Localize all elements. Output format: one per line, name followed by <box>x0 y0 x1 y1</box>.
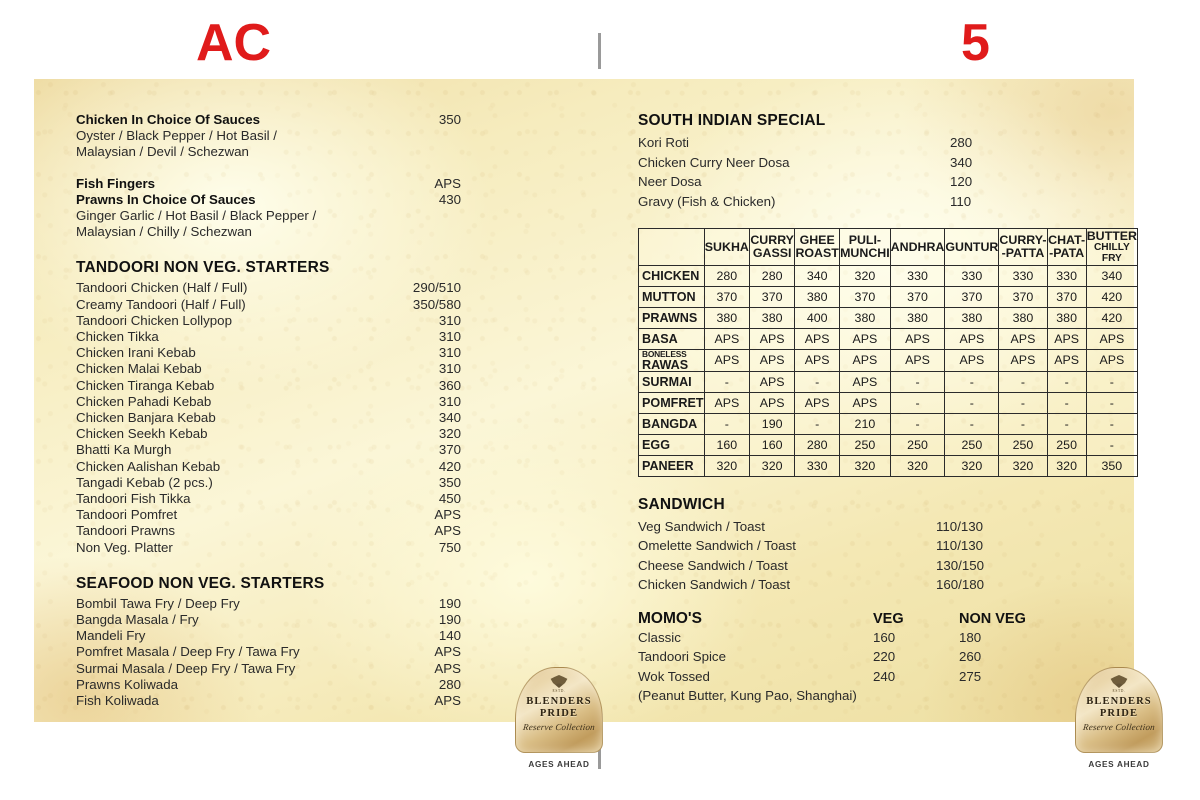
menu-item <box>76 297 461 313</box>
item-price: 750 <box>438 539 461 555</box>
price-table-cell: 370 <box>999 287 1047 308</box>
item-name: Chicken Curry Neer Dosa <box>638 154 790 170</box>
price-table-cell: APS <box>704 329 750 350</box>
item-name: Veg Sandwich / Toast <box>638 518 765 534</box>
item-price: 350/580 <box>412 296 461 312</box>
price-table-cell: APS <box>890 329 945 350</box>
section-title-seafood: SEAFOOD NON VEG. STARTERS <box>76 574 325 592</box>
item-price: 350 <box>438 474 461 490</box>
price-table-cell: 320 <box>840 266 891 287</box>
price-table-cell: - <box>1086 413 1137 434</box>
price-table-cell: 320 <box>1047 455 1086 476</box>
price-table-row <box>639 266 1138 287</box>
price-table-cell: APS <box>1086 329 1137 350</box>
item-price: APS <box>434 507 461 523</box>
item-name: Chicken Tiranga Kebab <box>76 377 215 393</box>
menu-item <box>638 647 1148 667</box>
menu-paper <box>34 79 1156 769</box>
price-table-cell: 280 <box>704 266 750 287</box>
menu-item <box>638 517 1148 537</box>
menu-item <box>76 410 461 426</box>
price-table-cell: APS <box>840 329 891 350</box>
item-price: 310 <box>438 345 461 361</box>
price-table-cell: - <box>945 371 999 392</box>
price-table-row-label: BANGDA <box>639 413 705 434</box>
crop-mark-top <box>598 33 601 69</box>
item-price: 110 <box>950 193 972 209</box>
menu-item <box>638 133 1148 153</box>
price-table-cell: APS <box>999 329 1047 350</box>
price-table-row-label: MUTTON <box>639 287 705 308</box>
price-table-cell: APS <box>945 350 999 372</box>
price-table-cell: - <box>1047 392 1086 413</box>
item-price: APS <box>434 175 461 191</box>
brand-name-line1: BLENDERS <box>526 696 592 707</box>
menu-item <box>76 329 461 345</box>
price-table-column-header: BUTTER CHILLY FRY <box>1086 228 1137 265</box>
item-price: 280 <box>438 676 461 692</box>
price-table-column-header: GHEE ROAST <box>795 229 840 266</box>
price-table-row <box>639 455 1138 476</box>
price-table-cell: APS <box>750 329 795 350</box>
price-table-row <box>639 371 1138 392</box>
momos-nonveg-header: NON VEG <box>959 610 1026 627</box>
price-table-cell: APS <box>750 350 795 372</box>
brand-name-line2: PRIDE <box>1099 708 1139 719</box>
item-price: 160/180 <box>936 577 985 593</box>
price-table-corner-cell <box>639 229 705 266</box>
menu-item <box>76 661 461 677</box>
menu-item <box>76 442 461 458</box>
item-name: Chicken Aalishan Kebab <box>76 458 221 474</box>
price-table-column-header: SUKHA <box>704 229 750 266</box>
price-table-row <box>639 287 1138 308</box>
brand-script: Reserve Collection <box>522 722 596 732</box>
price-table-column-header: ANDHRA <box>890 229 945 266</box>
item-name: Tandoori Prawns <box>76 523 176 539</box>
menu-item <box>76 361 461 377</box>
crest-icon <box>1109 675 1129 688</box>
menu-item <box>638 575 1148 595</box>
price-table-cell: - <box>1086 371 1137 392</box>
price-table-cell: - <box>1086 434 1137 455</box>
price-table-row-label: POMFRET <box>639 392 705 413</box>
price-table-header-row <box>639 229 1138 266</box>
price-table-cell: APS <box>795 392 840 413</box>
price-table-cell: - <box>1047 413 1086 434</box>
menu-item <box>76 644 461 660</box>
price-table-cell: 340 <box>1086 266 1137 287</box>
item-name: Chicken Banjara Kebab <box>76 410 216 426</box>
item-name: Fish Fingers <box>76 175 156 191</box>
momos-header <box>638 610 1148 628</box>
price-table-cell: 370 <box>945 287 999 308</box>
page-number: 5 <box>961 14 990 72</box>
price-table-cell: 330 <box>890 266 945 287</box>
price-table-cell: APS <box>1086 350 1137 372</box>
price-table-cell: 380 <box>945 308 999 329</box>
price-table-cell: 280 <box>795 434 840 455</box>
price-table-cell: 320 <box>945 455 999 476</box>
price-table-cell: 380 <box>999 308 1047 329</box>
price-table-cell: 420 <box>1086 308 1137 329</box>
menu-item <box>76 378 461 394</box>
price-table-column-header: GUNTUR <box>945 229 999 266</box>
item-price: APS <box>434 523 461 539</box>
item-price-veg: 240 <box>873 668 896 684</box>
item-price: 340 <box>950 154 973 170</box>
price-table-cell: 370 <box>1047 287 1086 308</box>
price-table-cell: 400 <box>795 308 840 329</box>
price-table-cell: 330 <box>945 266 999 287</box>
price-table-cell: 250 <box>945 434 999 455</box>
item-price: 340 <box>438 410 461 426</box>
item-price: 190 <box>438 612 461 628</box>
menu-item <box>76 280 461 296</box>
price-table-row-label: SURMAI <box>639 371 705 392</box>
item-name: Tandoori Chicken (Half / Full) <box>76 280 248 296</box>
price-table-row <box>639 434 1138 455</box>
price-table-cell: APS <box>750 392 795 413</box>
price-table-cell: 330 <box>795 455 840 476</box>
item-name: Tandoori Fish Tikka <box>76 491 191 507</box>
brand-name-line2: PRIDE <box>539 708 579 719</box>
price-table-cell: 210 <box>840 413 891 434</box>
menu-item <box>76 612 461 628</box>
item-name: Chicken Sandwich / Toast <box>638 577 791 593</box>
item-description: Oyster / Black Pepper / Hot Basil / <box>76 128 278 144</box>
menu-item <box>638 556 1148 576</box>
price-table-row-label: CHICKEN <box>639 266 705 287</box>
price-table-cell: 340 <box>795 266 840 287</box>
menu-item <box>76 491 461 507</box>
item-price: 280 <box>950 135 973 150</box>
item-name: Cheese Sandwich / Toast <box>638 557 788 573</box>
item-name: Tangadi Kebab (2 pcs.) <box>76 474 213 490</box>
menu-item <box>638 153 1148 173</box>
preparation-price-table <box>638 228 1138 477</box>
price-table-body <box>639 266 1138 477</box>
item-name: Prawns In Choice Of Sauces <box>76 191 256 207</box>
item-price: 370 <box>438 442 461 458</box>
menu-item <box>76 596 461 612</box>
menu-item <box>638 628 1148 648</box>
price-table-cell: APS <box>999 350 1047 372</box>
price-table-cell: 160 <box>704 434 750 455</box>
menu-item <box>76 192 461 208</box>
item-price: 320 <box>438 426 461 442</box>
left-page-column <box>76 112 461 709</box>
item-name: Pomfret Masala / Deep Fry / Tawa Fry <box>76 644 300 660</box>
ac-label: AC <box>196 14 272 72</box>
menu-item <box>76 628 461 644</box>
price-table-row <box>639 413 1138 434</box>
price-table-cell: - <box>704 413 750 434</box>
item-price: APS <box>434 644 461 660</box>
price-table-cell: - <box>999 392 1047 413</box>
price-table-cell: 250 <box>840 434 891 455</box>
price-table-cell: APS <box>840 371 891 392</box>
item-price: 450 <box>438 491 461 507</box>
item-price-nonveg: 180 <box>959 629 982 645</box>
price-table-cell: 320 <box>890 455 945 476</box>
price-table-cell: 370 <box>890 287 945 308</box>
seafood-item-list <box>76 596 461 709</box>
menu-item <box>638 536 1148 556</box>
price-table-cell: - <box>1047 371 1086 392</box>
price-table-row <box>639 350 1138 372</box>
price-table-cell: 280 <box>750 266 795 287</box>
item-price: 360 <box>438 377 461 393</box>
brand-logo-left <box>511 667 607 769</box>
item-name: Chicken Pahadi Kebab <box>76 393 212 409</box>
item-name: Kori Roti <box>638 135 689 150</box>
price-table-cell: 380 <box>704 308 750 329</box>
price-table-cell: APS <box>840 350 891 372</box>
price-table-cell: - <box>704 371 750 392</box>
price-table-row-label: BONELESS RAWAS <box>639 350 705 372</box>
price-table-cell: 250 <box>999 434 1047 455</box>
price-table-cell: APS <box>704 392 750 413</box>
price-table-row <box>639 329 1138 350</box>
item-price: 310 <box>438 393 461 409</box>
brand-name-line1: BLENDERS <box>1086 696 1152 707</box>
sandwich-item-list <box>638 517 1148 595</box>
price-table-cell: - <box>890 413 945 434</box>
brand-tagline: AGES AHEAD <box>1088 760 1150 769</box>
price-table-cell: APS <box>704 350 750 372</box>
price-table-cell: 380 <box>840 308 891 329</box>
price-table-cell: 380 <box>1047 308 1086 329</box>
item-price: 290/510 <box>412 280 461 296</box>
brand-estd: ESTD. <box>552 689 566 693</box>
item-name: Non Veg. Platter <box>76 539 173 555</box>
item-name: Chicken Seekh Kebab <box>76 426 208 442</box>
menu-item <box>76 313 461 329</box>
price-table-row-label: PRAWNS <box>639 308 705 329</box>
price-table-cell: 320 <box>840 455 891 476</box>
price-table-cell: 380 <box>890 308 945 329</box>
item-name: Bhatti Ka Murgh <box>76 442 172 458</box>
menu-item <box>76 677 461 693</box>
price-table-cell: - <box>890 371 945 392</box>
item-name: Tandoori Spice <box>638 649 726 665</box>
section-title-momos: MOMO'S <box>638 609 702 627</box>
menu-item <box>76 176 461 192</box>
price-table-cell: - <box>945 413 999 434</box>
item-price: 430 <box>438 191 461 207</box>
price-table-row <box>639 308 1138 329</box>
price-table-cell: - <box>795 413 840 434</box>
menu-item <box>76 693 461 709</box>
menu-item <box>76 112 461 128</box>
item-price: 310 <box>438 361 461 377</box>
price-table-cell: - <box>999 413 1047 434</box>
item-name: Chicken Tikka <box>76 329 159 345</box>
price-table-column-header: CURRY- -PATTA <box>999 229 1047 266</box>
price-table-cell: 160 <box>750 434 795 455</box>
price-table-cell: 380 <box>795 287 840 308</box>
item-price: 310 <box>438 329 461 345</box>
item-name: Prawns Koliwada <box>76 676 178 692</box>
item-price-veg: 220 <box>873 649 896 665</box>
item-price: APS <box>434 693 461 709</box>
price-table-cell: - <box>999 371 1047 392</box>
price-table-row <box>639 392 1138 413</box>
price-table-cell: 320 <box>999 455 1047 476</box>
crest-icon <box>549 675 569 688</box>
menu-item <box>76 475 461 491</box>
menu-item <box>76 459 461 475</box>
price-table-column-header: PULI- MUNCHI <box>840 229 891 266</box>
price-table-row-label: PANEER <box>639 455 705 476</box>
item-price: 310 <box>438 312 461 328</box>
menu-item <box>76 394 461 410</box>
item-price-veg: 160 <box>873 629 896 645</box>
item-price: 140 <box>438 628 461 644</box>
price-table-cell: 250 <box>890 434 945 455</box>
price-table-cell: 320 <box>704 455 750 476</box>
menu-item <box>76 540 461 556</box>
item-name: Surmai Masala / Deep Fry / Tawa Fry <box>76 660 296 676</box>
item-price: 120 <box>950 174 973 189</box>
price-table-cell: APS <box>945 329 999 350</box>
price-table-wrapper <box>638 228 1148 477</box>
item-name: Bangda Masala / Fry <box>76 612 199 628</box>
price-table-cell: 330 <box>999 266 1047 287</box>
item-name: Bombil Tawa Fry / Deep Fry <box>76 595 240 611</box>
section-title-tandoori: TANDOORI NON VEG. STARTERS <box>76 259 330 277</box>
item-name: Tandoori Chicken Lollypop <box>76 312 232 328</box>
item-name: Classic <box>638 629 681 645</box>
section-title-sandwich: SANDWICH <box>638 495 725 513</box>
price-table-row-label: EGG <box>639 434 705 455</box>
price-table-cell: APS <box>795 350 840 372</box>
menu-item <box>638 192 1148 212</box>
tandoori-item-list <box>76 280 461 555</box>
price-table-cell: APS <box>750 371 795 392</box>
item-price: 110/130 <box>936 518 984 534</box>
item-name: Neer Dosa <box>638 174 702 189</box>
price-table-cell: 370 <box>704 287 750 308</box>
item-price-nonveg: 275 <box>959 668 982 684</box>
item-price-nonveg: 260 <box>959 649 982 665</box>
item-name: Chicken Irani Kebab <box>76 345 196 361</box>
menu-item <box>76 523 461 539</box>
south-indian-item-list <box>638 133 1148 211</box>
item-description: Malaysian / Chilly / Schezwan <box>76 224 252 240</box>
price-table-cell: 380 <box>750 308 795 329</box>
price-table-cell: - <box>945 392 999 413</box>
item-price: 130/150 <box>936 557 985 573</box>
brand-shield-icon <box>515 667 603 753</box>
brand-tagline: AGES AHEAD <box>528 760 590 769</box>
item-price: 350 <box>438 112 461 127</box>
brand-logo-right <box>1071 667 1167 769</box>
price-table-row-label: BASA <box>639 329 705 350</box>
section-title-south-indian: SOUTH INDIAN SPECIAL <box>638 112 826 129</box>
item-name: Fish Koliwada <box>76 693 159 709</box>
brand-script: Reserve Collection <box>1082 722 1156 732</box>
price-table-cell: APS <box>890 350 945 372</box>
menu-item <box>76 426 461 442</box>
menu-item <box>638 172 1148 192</box>
price-table-column-header: CHAT- -PATA <box>1047 229 1086 266</box>
price-table-cell: 420 <box>1086 287 1137 308</box>
item-price: 190 <box>438 595 461 611</box>
item-name: Tandoori Pomfret <box>76 507 178 523</box>
menu-item <box>76 345 461 361</box>
item-name: Omelette Sandwich / Toast <box>638 538 796 554</box>
item-price: 420 <box>438 458 461 474</box>
item-description: Malaysian / Devil / Schezwan <box>76 144 249 160</box>
item-name: Mandeli Fry <box>76 628 146 644</box>
item-name: Chicken Malai Kebab <box>76 361 202 377</box>
item-name: Chicken In Choice Of Sauces <box>76 112 260 127</box>
price-table-cell: APS <box>840 392 891 413</box>
momos-veg-header: VEG <box>873 610 904 627</box>
price-table-column-header: CURRY GASSI <box>750 229 795 266</box>
price-table-cell: APS <box>795 329 840 350</box>
price-table-cell: - <box>890 392 945 413</box>
price-table-cell: APS <box>1047 329 1086 350</box>
item-name: Gravy (Fish & Chicken) <box>638 193 776 209</box>
right-page-column <box>638 112 1148 706</box>
item-name: Wok Tossed <box>638 668 710 684</box>
price-table-cell: 320 <box>750 455 795 476</box>
item-name: Creamy Tandoori (Half / Full) <box>76 296 246 312</box>
price-table-cell: 250 <box>1047 434 1086 455</box>
price-table-cell: APS <box>1047 350 1086 372</box>
menu-item <box>76 507 461 523</box>
brand-shield-icon <box>1075 667 1163 753</box>
price-table-cell: 350 <box>1086 455 1137 476</box>
brand-estd: ESTD. <box>1112 689 1126 693</box>
item-price: 110/130 <box>936 538 984 554</box>
momos-note: (Peanut Butter, Kung Pao, Shanghai) <box>638 688 857 704</box>
item-price: APS <box>434 660 461 676</box>
price-table-cell: 370 <box>840 287 891 308</box>
item-description: Ginger Garlic / Hot Basil / Black Pepper / <box>76 208 317 224</box>
price-table-cell: - <box>1086 392 1137 413</box>
price-table-cell: - <box>795 371 840 392</box>
price-table-cell: 190 <box>750 413 795 434</box>
price-table-cell: 330 <box>1047 266 1086 287</box>
price-table-cell: 370 <box>750 287 795 308</box>
